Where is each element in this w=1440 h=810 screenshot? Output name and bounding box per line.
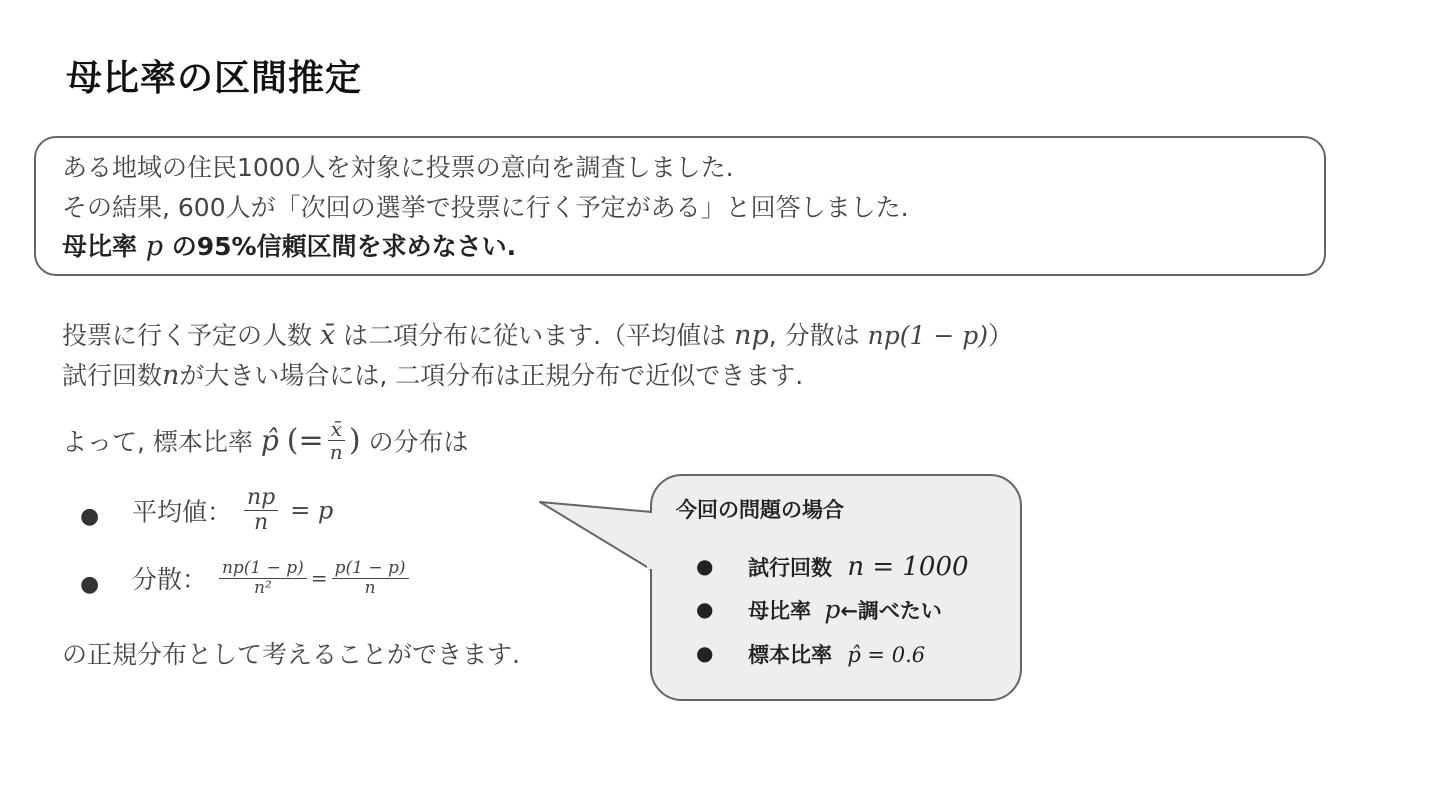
callout-dot-1: ● bbox=[696, 554, 714, 578]
bullet-variance-label: 分散： bbox=[132, 565, 208, 595]
frac-num: p(1 − p) bbox=[332, 559, 409, 579]
frac-num: x̄ bbox=[328, 418, 345, 441]
mean-np: np bbox=[734, 320, 769, 351]
problem-line-2: その結果, 600人が「次回の選挙で投票に行く予定がある」と回答しました. bbox=[62, 193, 909, 222]
frac-num: np(1 − p) bbox=[219, 559, 307, 579]
problem-line-3-suffix: の95%信頼区間を求めなさい. bbox=[171, 232, 517, 261]
explanation-line-1-c: , 分散は bbox=[768, 321, 860, 350]
frac-num: np bbox=[244, 486, 278, 511]
page-title: 母比率の区間推定 bbox=[66, 58, 363, 99]
close-paren: ) bbox=[348, 423, 361, 458]
equals-sign: = bbox=[310, 566, 328, 591]
explanation-line-3-a: よって, 標本比率 bbox=[62, 427, 253, 457]
variance-npq: np(1 − p) bbox=[867, 321, 988, 350]
explanation-line-3-b: の分布は bbox=[368, 427, 469, 457]
callout-item-sample-label: 標本比率 bbox=[748, 643, 832, 667]
callout-item-population-label: 母比率 bbox=[748, 599, 811, 623]
phat: p̂ bbox=[260, 424, 279, 457]
bullet-mean-label: 平均値： bbox=[132, 497, 233, 527]
explanation-line-1-b: は二項分布に従います.（平均値は bbox=[343, 321, 727, 350]
conclusion-line: の正規分布として考えることができます. bbox=[62, 640, 520, 669]
bullet-dot-2: ● bbox=[80, 572, 100, 597]
var-xbar: x̄ bbox=[319, 320, 336, 351]
mean-rhs: = p bbox=[290, 496, 334, 525]
callout-item-population-suffix: ←調べたい bbox=[840, 599, 942, 623]
problem-var-p: p bbox=[145, 231, 164, 262]
callout-title: 今回の問題の場合 bbox=[676, 498, 844, 522]
explanation-line-1-d: ） bbox=[987, 321, 1013, 350]
problem-line-3-prefix: 母比率 bbox=[62, 232, 138, 261]
explanation-line-2-b: が大きい場合には, 二項分布は正規分布で近似できます. bbox=[179, 361, 804, 390]
problem-line-1: ある地域の住民1000人を対象に投票の意向を調査しました. bbox=[62, 153, 734, 182]
frac-den: n bbox=[364, 577, 376, 598]
open-paren: (= bbox=[286, 423, 324, 458]
callout-dot-3: ● bbox=[696, 641, 714, 665]
trials-value: n = 1000 bbox=[847, 552, 969, 582]
callout-item-sample bbox=[748, 639, 925, 669]
explanation-line-1-a: 投票に行く予定の人数 bbox=[62, 321, 313, 350]
callout-item-trials bbox=[748, 552, 969, 582]
population-var: p bbox=[824, 595, 841, 624]
frac-den: n bbox=[254, 510, 269, 536]
callout-item-trials-label: 試行回数 bbox=[748, 556, 832, 580]
sample-value: p̂ = 0.6 bbox=[847, 643, 926, 667]
explanation-line-2-a: 試行回数 bbox=[62, 361, 163, 390]
bullet-dot-1: ● bbox=[80, 504, 100, 529]
var-n: n bbox=[162, 360, 180, 391]
frac-den: n bbox=[329, 440, 343, 464]
callout-dot-2: ● bbox=[696, 597, 714, 621]
callout-item-population bbox=[748, 595, 942, 625]
frac-den: n² bbox=[254, 577, 272, 598]
